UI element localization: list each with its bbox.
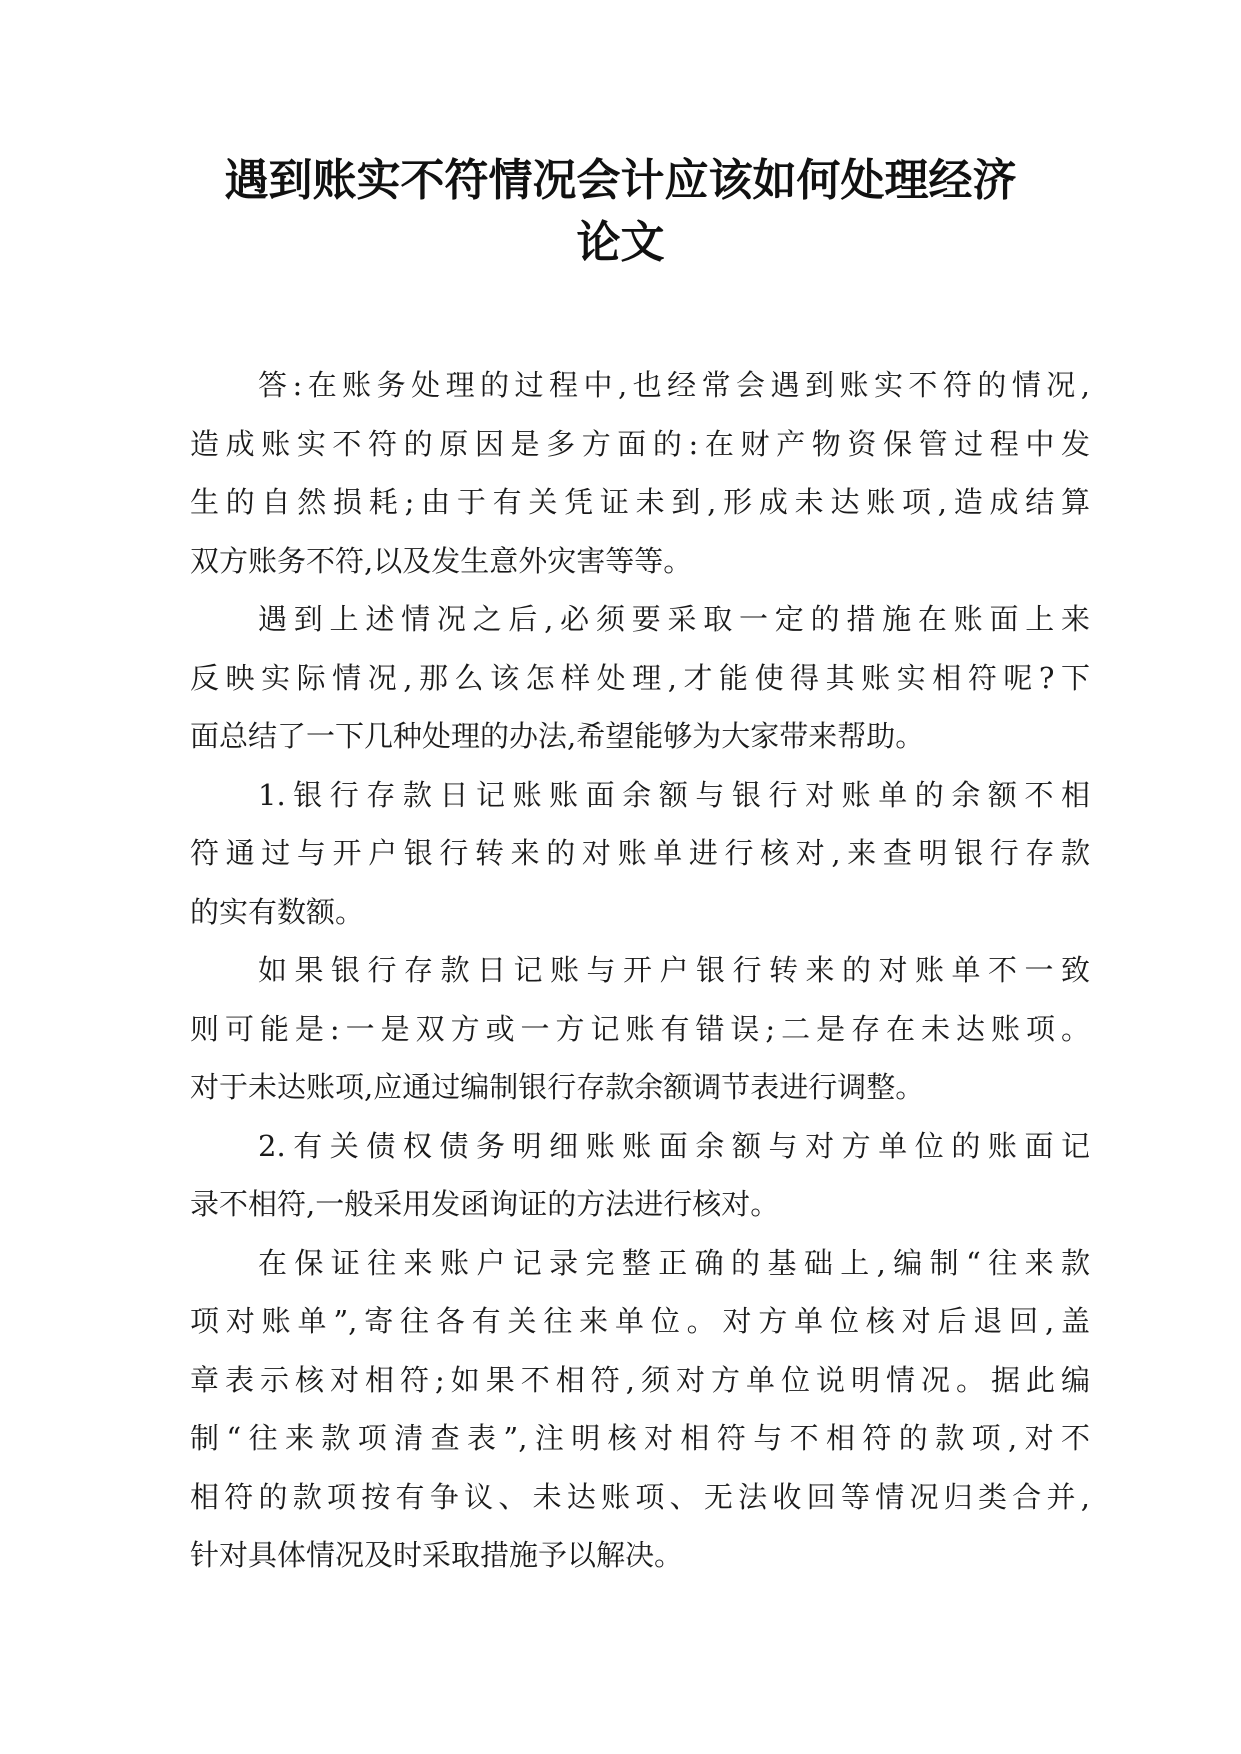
paragraph-4: [190, 941, 1090, 1117]
paragraph-2: [190, 590, 1090, 766]
title-line-1: 遇到账实不符情况会计应该如何处理经济: [224, 155, 1017, 206]
paragraph-6: [190, 1234, 1090, 1585]
document-title: [150, 150, 1091, 274]
title-line-2: 论文: [576, 217, 665, 268]
paragraph-line: 的实有数额。: [190, 894, 365, 929]
paragraph-line: 答:在账务处理的过程中,也经常会遇到账实不符的情况,: [258, 368, 1090, 402]
paragraph-5: [190, 1117, 1090, 1234]
paragraph-line: 在保证往来账户记录完整正确的基础上,编制“往来款: [258, 1245, 1090, 1280]
paragraph-line: 如果银行存款日记账与开户银行转来的对账单不一致: [258, 953, 1090, 987]
paragraph-line: 面总结了一下几种处理的办法,希望能够为大家带来帮助。: [190, 719, 925, 753]
paragraph-line: 符通过与开户银行转来的对账单进行核对,来查明银行存款: [190, 836, 1090, 870]
paragraph-1: [190, 356, 1090, 590]
document-body: [190, 356, 1090, 1585]
paragraph-line: 生的自然损耗;由于有关凭证未到,形成未达账项,造成结算: [190, 485, 1090, 519]
paragraph-line: 相符的款项按有争议、未达账项、无法收回等情况归类合并,: [190, 1479, 1090, 1514]
paragraph-line: 项对账单”,寄往各有关往来单位。对方单位核对后退回,盖: [190, 1304, 1090, 1338]
paragraph-line: 反映实际情况,那么该怎样处理,才能使得其账实相符呢?下: [190, 660, 1090, 695]
paragraph-line: 录不相符,一般采用发函询证的方法进行核对。: [190, 1187, 780, 1221]
paragraph-line: 造成账实不符的原因是多方面的:在财产物资保管过程中发: [190, 426, 1090, 461]
paragraph-line: 1.银行存款日记账账面余额与银行对账单的余额不相: [258, 777, 1090, 812]
paragraph-3: [190, 766, 1090, 942]
paragraph-line: 章表示核对相符;如果不相符,须对方单位说明情况。据此编: [190, 1362, 1090, 1397]
paragraph-line: 制“往来款项清查表”,注明核对相符与不相符的款项,对不: [190, 1421, 1090, 1455]
paragraph-line: 双方账务不符,以及发生意外灾害等等。: [190, 543, 693, 578]
paragraph-line: 则可能是:一是双方或一方记账有错误;二是存在未达账项。: [190, 1011, 1090, 1046]
paragraph-line: 遇到上述情况之后,必须要采取一定的措施在账面上来: [258, 602, 1090, 636]
paragraph-line: 对于未达账项,应通过编制银行存款余额调节表进行调整。: [190, 1070, 925, 1104]
paragraph-line: 针对具体情况及时采取措施予以解决。: [190, 1538, 684, 1572]
paragraph-line: 2.有关债权债务明细账账面余额与对方单位的账面记: [258, 1128, 1090, 1163]
